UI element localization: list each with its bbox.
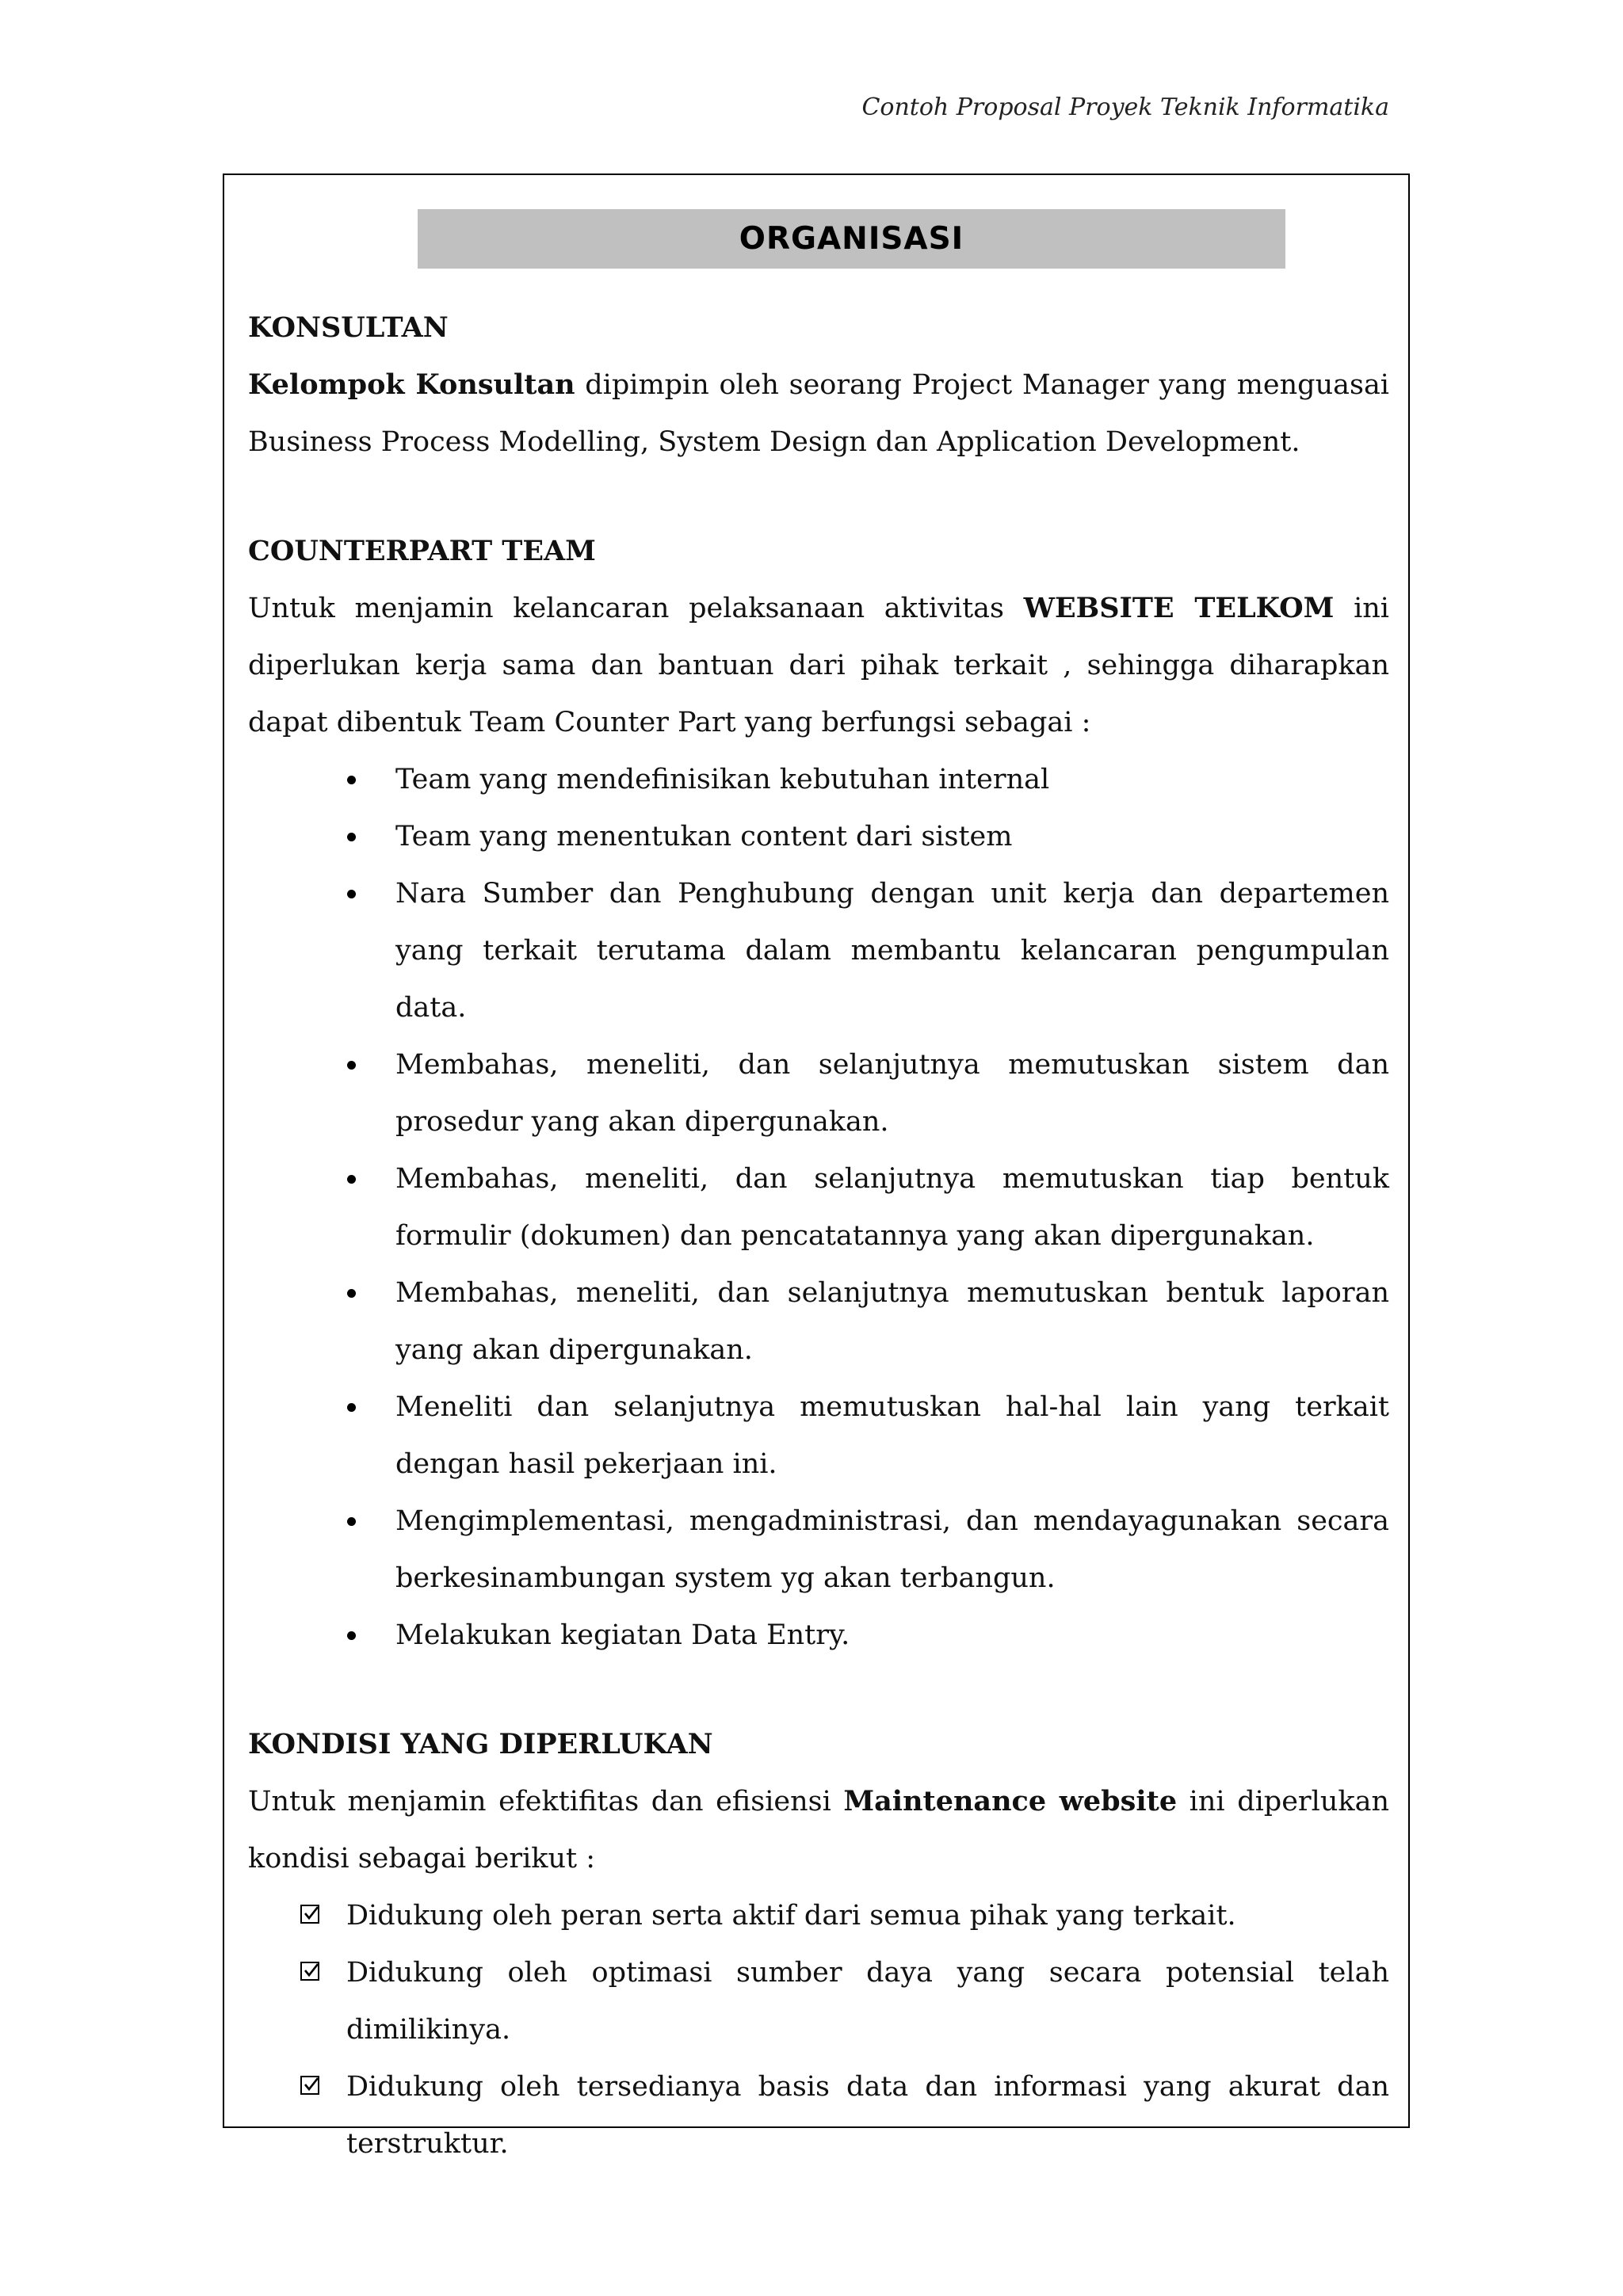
- bullet-icon: [347, 890, 356, 898]
- list-item-text: Membahas, meneliti, dan selanjutnya memutuskan tiap bentuk formulir (dokumen) dan pencatatannya yang akan dipergunakan.: [395, 1163, 1389, 1252]
- counterpart-intro-bold: WEBSITE TELKOM: [1023, 592, 1335, 624]
- list-item: [248, 1887, 1389, 1944]
- list-item: [248, 1379, 1389, 1493]
- list-item: [248, 1607, 1389, 1664]
- document-body: [248, 299, 1389, 2172]
- list-item-text: Melakukan kegiatan Data Entry.: [395, 1619, 850, 1651]
- list-item-text: Didukung oleh peran serta aktif dari semua pihak yang terkait.: [346, 1900, 1236, 1932]
- checkbox-checked-icon: [300, 2076, 319, 2095]
- list-item: [248, 1036, 1389, 1150]
- list-item-text: Team yang mendefinisikan kebutuhan internal: [395, 764, 1050, 795]
- bullet-icon: [347, 1289, 356, 1298]
- section-title: ORGANISASI: [418, 209, 1285, 269]
- bullet-icon: [347, 833, 356, 841]
- kondisi-intro: [248, 1773, 1389, 1887]
- list-item-text: Didukung oleh optimasi sumber daya yang secara potensial telah dimilikinya.: [346, 1957, 1389, 2046]
- counterpart-list: [248, 751, 1389, 1664]
- list-item-text: Membahas, meneliti, dan selanjutnya memutuskan bentuk laporan yang akan dipergunakan.: [395, 1277, 1389, 1366]
- bullet-icon: [347, 1631, 356, 1640]
- document-header: Contoh Proposal Proyek Teknik Informatika: [861, 93, 1389, 121]
- bullet-icon: [347, 776, 356, 784]
- konsultan-text: dipimpin oleh seorang Project Manager yang menguasai Business Process Modelling, System Design dan Application Development.: [248, 369, 1390, 458]
- list-item-text: Meneliti dan selanjutnya memutuskan hal-hal lain yang terkait dengan hasil pekerjaan ini.: [395, 1391, 1389, 1480]
- konsultan-lead: Kelompok Konsultan: [248, 368, 575, 401]
- counterpart-intro-a: Untuk menjamin kelancaran pelaksanaan aktivitas: [248, 593, 1024, 624]
- bullet-icon: [347, 1175, 356, 1184]
- kondisi-list: [248, 1887, 1389, 2172]
- list-item: [248, 1493, 1389, 1607]
- list-item-text: Nara Sumber dan Penghubung dengan unit kerja dan departemen yang terkait terutama dalam membantu kelancaran pengumpulan data.: [395, 878, 1389, 1024]
- counterpart-heading: COUNTERPART TEAM: [248, 535, 596, 567]
- list-item-text: Team yang menentukan content dari sistem: [395, 821, 1013, 852]
- list-item: [248, 751, 1389, 808]
- list-item-text: Membahas, meneliti, dan selanjutnya memutuskan sistem dan prosedur yang akan dipergunakan.: [395, 1049, 1389, 1138]
- kondisi-heading: KONDISI YANG DIPERLUKAN: [248, 1728, 713, 1760]
- kondisi-intro-bold: Maintenance website: [843, 1785, 1178, 1817]
- list-item: [248, 1264, 1389, 1379]
- list-item: [248, 808, 1389, 865]
- checkbox-checked-icon: [300, 1962, 319, 1981]
- counterpart-intro: [248, 580, 1389, 751]
- bullet-icon: [347, 1061, 356, 1070]
- list-item-text: Didukung oleh tersedianya basis data dan informasi yang akurat dan terstruktur.: [346, 2071, 1389, 2160]
- list-item-text: Mengimplementasi, mengadministrasi, dan mendayagunakan secara berkesinambungan system yg akan terbangun.: [395, 1505, 1389, 1594]
- list-item: [248, 865, 1389, 1036]
- checkbox-checked-icon: [300, 1905, 319, 1924]
- list-item: [248, 1944, 1389, 2058]
- list-item: [248, 2058, 1389, 2172]
- konsultan-heading: KONSULTAN: [248, 311, 449, 344]
- kondisi-intro-b: ini diperlukan kondisi sebagai berikut :: [248, 1786, 1389, 1875]
- bullet-icon: [347, 1403, 356, 1412]
- list-item: [248, 1150, 1389, 1264]
- kondisi-intro-a: Untuk menjamin efektifitas dan efisiensi: [248, 1786, 844, 1817]
- bullet-icon: [347, 1517, 356, 1526]
- konsultan-paragraph: [248, 357, 1389, 471]
- counterpart-intro-b: ini diperlukan kerja sama dan bantuan dari pihak terkait , sehingga diharapkan dapat dibentuk Team Counter Part yang berfungsi sebagai :: [248, 593, 1389, 738]
